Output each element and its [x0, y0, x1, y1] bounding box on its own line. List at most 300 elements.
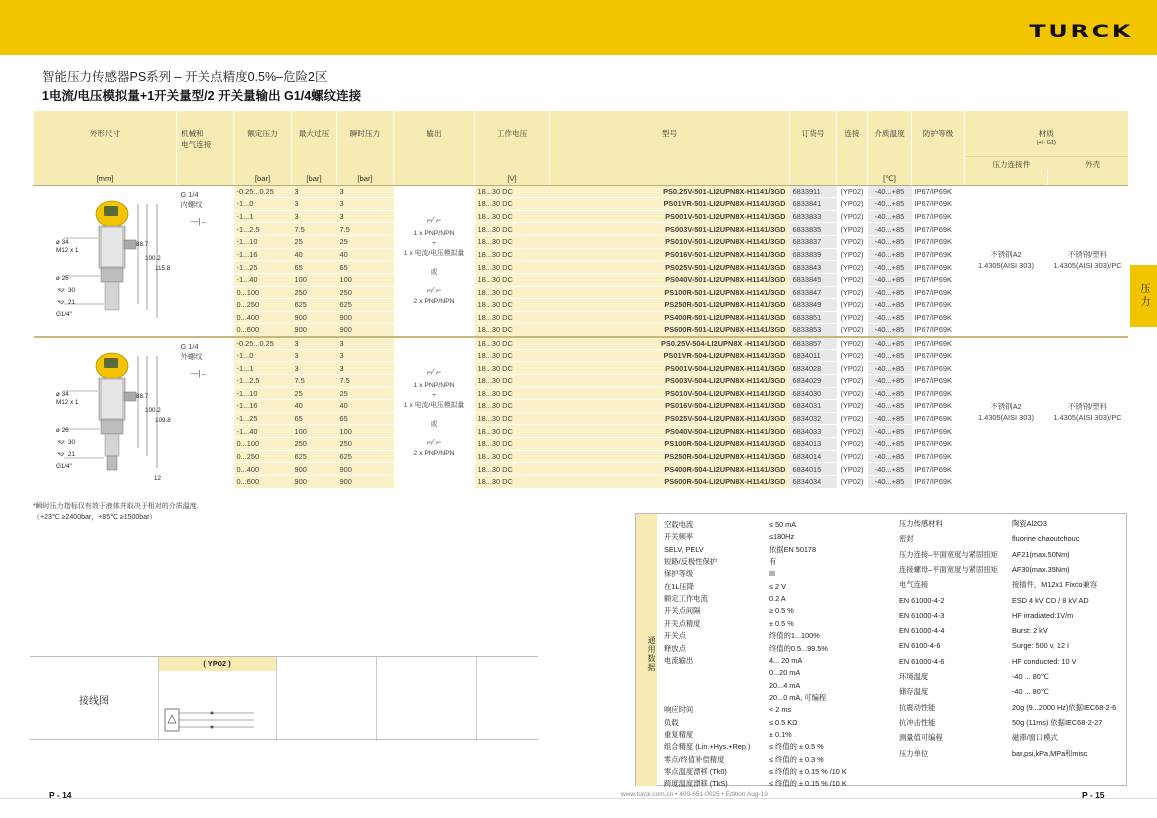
max-overload: 625 — [292, 450, 337, 463]
dim-diameter-34: ø 34 — [55, 390, 69, 398]
connection-code: (YP02) — [837, 299, 868, 312]
burst-pressure: 900 — [337, 463, 394, 476]
medium-temperature: -40...+85 — [868, 210, 912, 223]
rated-pressure: 0...250 — [234, 450, 292, 463]
protection-rating: IP67/IP69K — [912, 273, 965, 286]
order-number: 6833835 — [790, 223, 837, 236]
header-temp: 介质温度 — [868, 111, 912, 170]
spec-value: ≤ 0.5 KΩ — [769, 717, 798, 727]
medium-temperature: -40...+85 — [868, 374, 912, 387]
order-number: 6833841 — [790, 198, 837, 211]
order-number: 6834011 — [790, 349, 837, 362]
spec-value: HF irradiated:1V/m — [1012, 610, 1074, 620]
supply-voltage: 18...30 DC — [475, 198, 550, 211]
supply-voltage: 18...30 DC — [475, 362, 550, 375]
protection-rating: IP67/IP69K — [912, 387, 965, 400]
order-number: 6834028 — [790, 362, 837, 375]
order-number: 6833857 — [790, 337, 837, 350]
medium-temperature: -40...+85 — [868, 223, 912, 236]
spec-label: 负载 — [664, 717, 679, 727]
unit-range: [bar] — [234, 170, 292, 185]
protection-rating: IP67/IP69K — [912, 198, 965, 211]
output-line: 2 x PNP/NPN — [413, 298, 455, 306]
header-prot: 防护等级 — [912, 111, 965, 170]
medium-temperature: -40...+85 — [868, 450, 912, 463]
rated-pressure: 0...600 — [234, 475, 292, 488]
model-type: PS400R-504-LI2UPN8X-H1141/3GD — [550, 463, 790, 476]
order-number: 6834033 — [790, 425, 837, 438]
wiring-code: ( YP02 ) — [158, 657, 276, 671]
spec-value: 依据EN 50178 — [769, 544, 817, 554]
switch-symbol-icon: ⌐∕ ⌐ — [426, 214, 442, 225]
medium-temperature: -40...+85 — [868, 387, 912, 400]
model-type: PS040V-501-LI2UPN8X-H1141/3GD — [550, 273, 790, 286]
order-number: 6834032 — [790, 412, 837, 425]
supply-voltage: 18...30 DC — [475, 475, 550, 488]
switch-symbol-icon: ⌐∕ ⌐ — [426, 436, 442, 447]
page-subtitle: 1电流/电压模拟量+1开关量型/2 开关量输出 G1/4螺纹连接 — [42, 89, 362, 103]
sensor-drawing-cell — [34, 337, 177, 489]
protection-rating: IP67/IP69K — [912, 311, 965, 324]
max-overload: 100 — [292, 273, 337, 286]
protection-rating: IP67/IP69K — [912, 374, 965, 387]
supply-voltage: 18...30 DC — [475, 185, 550, 198]
section-side-tab: 压力 — [1130, 265, 1157, 327]
spec-label: 电流输出 — [664, 655, 694, 665]
material-note: (+/- G1) — [1036, 140, 1056, 147]
medium-temperature: -40...+85 — [868, 261, 912, 274]
sensor-drawing-cell — [34, 185, 177, 337]
max-overload: 65 — [292, 261, 337, 274]
supply-voltage: 18...30 DC — [475, 248, 550, 261]
product-table — [33, 111, 1128, 489]
protection-rating: IP67/IP69K — [912, 210, 965, 223]
protection-rating: IP67/IP69K — [912, 324, 965, 337]
wrench-icon — [58, 289, 64, 304]
unit-dims: [mm] — [34, 170, 177, 185]
medium-temperature: -40...+85 — [868, 400, 912, 413]
order-number: 6834031 — [790, 400, 837, 413]
burst-pressure: 625 — [337, 299, 394, 312]
rated-pressure: -1...25 — [234, 261, 292, 274]
spec-value: ≥ 0.5 % — [769, 606, 794, 616]
order-number: 6833911 — [790, 185, 837, 198]
model-type: PS100R-501-LI2UPN8X-H1141/3GD — [550, 286, 790, 299]
medium-temperature: -40...+85 — [868, 236, 912, 249]
spec-label: 空载电流 — [664, 520, 694, 529]
dim-thread-m12: M12 x 1 — [55, 398, 78, 406]
burst-pressure: 100 — [337, 425, 394, 438]
spec-value: 0...20 mA — [769, 668, 801, 678]
max-overload: 7.5 — [292, 223, 337, 236]
rated-pressure: -1...0 — [234, 198, 292, 211]
mech-conn-cell — [177, 185, 234, 337]
wiring-schematic-icon — [164, 701, 272, 737]
connection-code: (YP02) — [837, 210, 868, 223]
medium-temperature: -40...+85 — [868, 475, 912, 488]
spec-value: ≤ 终值的 ± 0.15 % /10 K — [769, 767, 847, 776]
model-type: PS001V-501-LI2UPN8X-H1141/3GD — [550, 210, 790, 223]
header-type: 型号 — [550, 111, 790, 170]
material-housing-cell — [1048, 337, 1128, 489]
connection-code: (YP02) — [837, 261, 868, 274]
spec-label: EN 6100-4-6 — [899, 641, 941, 651]
spec-value: ≤ 终值的 ± 0.3 % — [769, 754, 824, 764]
header-material — [965, 111, 1128, 170]
model-type: PS0.25V-504-LI2UPN8X -H1141/3GD — [550, 337, 790, 350]
order-number: 6833851 — [790, 311, 837, 324]
turck-logo: TURCK — [1029, 22, 1133, 42]
burst-pressure: 65 — [337, 412, 394, 425]
footnote-line-2: （+23℃ ≥2400bar，+85℃ ≥1500bar） — [33, 514, 157, 522]
medium-temperature: -40...+85 — [868, 248, 912, 261]
protection-rating: IP67/IP69K — [912, 261, 965, 274]
supply-voltage: 18...30 DC — [475, 349, 550, 362]
rated-pressure: -1...10 — [234, 236, 292, 249]
table-row — [34, 337, 1128, 350]
spec-label: 组合精度 (Lin.+Hys.+Rep.) — [664, 742, 751, 752]
output-line: 2 x PNP/NPN — [413, 450, 455, 458]
page-number-left: P - 14 — [49, 790, 72, 800]
spec-label: EN 61000-4-3 — [899, 610, 945, 620]
supply-voltage: 18...30 DC — [475, 324, 550, 337]
model-type: PS025V-501-LI2UPN8X-H1141/3GD — [550, 261, 790, 274]
model-type: PS010V-501-LI2UPN8X-H1141/3GD — [550, 236, 790, 249]
supply-voltage: 18...30 DC — [475, 387, 550, 400]
order-number: 6834015 — [790, 463, 837, 476]
burst-pressure: 25 — [337, 236, 394, 249]
burst-pressure: 3 — [337, 185, 394, 198]
order-number: 6833843 — [790, 261, 837, 274]
mech-conn-label: G 1/4 内螺纹 — [180, 189, 203, 209]
supply-voltage: 18...30 DC — [475, 311, 550, 324]
model-type: PS0.25V-501-LI2UPN8X-H1141/3GD — [550, 185, 790, 198]
max-overload: 40 — [292, 400, 337, 413]
connection-code: (YP02) — [837, 185, 868, 198]
dim-diameter-26: ø 26 — [55, 274, 69, 282]
protection-rating: IP67/IP69K — [912, 475, 965, 488]
thread-symbol-icon: —|← — [190, 369, 209, 379]
unit-voltage: [V] — [475, 170, 550, 185]
spec-label: 开关点精度 — [664, 618, 701, 628]
dim-thread-length-12: 12 — [153, 474, 161, 482]
medium-temperature: -40...+85 — [868, 349, 912, 362]
spec-value: 20g (9...2000 Hz)依据IEC68-2-6 — [1012, 702, 1117, 712]
spec-value: III — [769, 569, 776, 579]
burst-pressure: 40 — [337, 248, 394, 261]
rated-pressure: -1...25 — [234, 412, 292, 425]
dim-height-total: 115.8 — [154, 264, 170, 272]
header-conn: 连接 — [837, 111, 868, 170]
spec-value: ± 0.1% — [769, 729, 792, 739]
rated-pressure: 0...250 — [234, 299, 292, 312]
burst-pressure: 625 — [337, 450, 394, 463]
spec-value: 终值的1...100% — [769, 631, 820, 641]
footnote-line-1: *瞬时压力指标仅有效于液体并取决于相对的介质温度. — [33, 503, 199, 510]
burst-pressure: 7.5 — [337, 223, 394, 236]
medium-temperature: -40...+85 — [868, 311, 912, 324]
wiring-diagram-section — [30, 656, 538, 740]
output-line: 1 x 电流/电压模拟量 — [403, 250, 465, 258]
rated-pressure: 0...600 — [234, 324, 292, 337]
burst-pressure: 900 — [337, 475, 394, 488]
rated-pressure: -1...1 — [234, 210, 292, 223]
spec-label: 在1L压降 — [664, 581, 695, 591]
spec-label: 电气连接 — [899, 580, 929, 590]
thread-symbol-icon: —|← — [190, 217, 209, 227]
connection-code: (YP02) — [837, 475, 868, 488]
max-overload: 3 — [292, 210, 337, 223]
model-type: PS250R-504-LI2UPN8X-H1141/3GD — [550, 450, 790, 463]
material-label: 材质 — [1038, 129, 1054, 138]
medium-temperature: -40...+85 — [868, 463, 912, 476]
rated-pressure: -1...10 — [234, 387, 292, 400]
specs-side-label: 通用数据 — [636, 514, 657, 786]
supply-voltage: 18...30 DC — [475, 299, 550, 312]
connection-code: (YP02) — [837, 236, 868, 249]
spec-value: 50g (11ms) 依据IEC68-2-27 — [1012, 717, 1103, 727]
page-number-right: P - 15 — [1082, 790, 1105, 800]
rated-pressure: 0...400 — [234, 311, 292, 324]
max-overload: 900 — [292, 311, 337, 324]
model-type: PS100R-504-LI2UPN8X-H1141/3GD — [550, 438, 790, 451]
max-overload: 900 — [292, 475, 337, 488]
max-overload: 7.5 — [292, 374, 337, 387]
supply-voltage: 18...30 DC — [475, 425, 550, 438]
spec-value: 20...0 mA, 可编程 — [769, 692, 827, 702]
rated-pressure: -1...2.5 — [234, 223, 292, 236]
max-overload: 900 — [292, 463, 337, 476]
header-dims: 外形尺寸 — [34, 111, 177, 170]
spec-label: 压力单位 — [899, 748, 929, 758]
model-type: PS010V-504-LI2UPN8X-H1141/3GD — [550, 387, 790, 400]
protection-rating: IP67/IP69K — [912, 337, 965, 350]
spec-value: AF30(max.35Nm) — [1012, 564, 1070, 574]
rated-pressure: 0...100 — [234, 286, 292, 299]
spec-label: EN 61000-4-2 — [899, 595, 945, 605]
spec-label: 压力连接–平面宽度与紧固扭矩 — [899, 549, 998, 559]
rated-pressure: -0.25...0.25 — [234, 185, 292, 198]
spec-label: 储存温度 — [899, 687, 929, 697]
connection-code: (YP02) — [837, 450, 868, 463]
protection-rating: IP67/IP69K — [912, 412, 965, 425]
spec-value: 终值的0.5...99.5% — [769, 643, 828, 653]
order-number: 6834014 — [790, 450, 837, 463]
supply-voltage: 18...30 DC — [475, 273, 550, 286]
rated-pressure: -1...16 — [234, 248, 292, 261]
max-overload: 3 — [292, 362, 337, 375]
order-number: 6834030 — [790, 387, 837, 400]
spec-value: Burst: 2 kV — [1012, 626, 1048, 636]
unit-burst: [bar] — [337, 170, 394, 185]
spec-label: 测量值可编程 — [899, 733, 943, 743]
spec-value: 磁滞/窗口模式 — [1012, 733, 1058, 743]
max-overload: 3 — [292, 349, 337, 362]
dim-wrench-21: 21 — [67, 298, 75, 306]
header-range: 额定压力 — [234, 111, 292, 170]
spec-label: 压力传感材料 — [899, 519, 943, 528]
material-housing: 不锈钢/塑料 1.4305(AISI 303)/PC — [1053, 401, 1122, 422]
dim-diameter-26: ø 26 — [55, 426, 69, 434]
burst-pressure: 7.5 — [337, 374, 394, 387]
dim-diameter-34: ø 34 — [55, 238, 69, 246]
sensor-dimension-drawing — [34, 186, 177, 334]
output-line: + — [432, 392, 436, 400]
spec-label: 保护等级 — [664, 569, 694, 579]
connection-code: (YP02) — [837, 362, 868, 375]
connection-code: (YP02) — [837, 273, 868, 286]
burst-pressure: 40 — [337, 400, 394, 413]
model-type: PS040V-504-LI2UPN8X-H1141/3GD — [550, 425, 790, 438]
connection-code: (YP02) — [837, 198, 868, 211]
max-overload: 65 — [292, 412, 337, 425]
mech-conn-cell — [177, 337, 234, 489]
output-line: 或 — [430, 420, 438, 428]
rated-pressure: -1...16 — [234, 400, 292, 413]
spec-value: 20...4 mA — [769, 680, 801, 690]
model-type: PS003V-504-LI2UPN8X-H1141/3GD — [550, 374, 790, 387]
medium-temperature: -40...+85 — [868, 286, 912, 299]
spec-label: 释放点 — [664, 643, 686, 653]
general-specs-panel — [635, 513, 1127, 789]
rated-pressure: -1...40 — [234, 273, 292, 286]
medium-temperature: -40...+85 — [868, 438, 912, 451]
connection-code: (YP02) — [837, 286, 868, 299]
spec-label: EN 61000-4-6 — [899, 656, 945, 666]
max-overload: 3 — [292, 185, 337, 198]
header-mech — [177, 111, 234, 170]
spec-value: 有 — [769, 557, 777, 567]
material-conn: 不锈钢A2 1.4305(AISI 303) — [978, 401, 1034, 422]
burst-pressure: 100 — [337, 273, 394, 286]
connection-code: (YP02) — [837, 337, 868, 350]
switch-symbol-icon: ⌐∕ ⌐ — [426, 284, 442, 295]
model-type: PS001V-504-LI2UPN8X-H1141/3GD — [550, 362, 790, 375]
model-type: PS01VR-501-LI2UPN8X-H1141/3GD — [550, 198, 790, 211]
max-overload: 3 — [292, 198, 337, 211]
medium-temperature: -40...+85 — [868, 198, 912, 211]
rated-pressure: -1...0 — [234, 349, 292, 362]
supply-voltage: 18...30 DC — [475, 286, 550, 299]
rated-pressure: -1...40 — [234, 425, 292, 438]
model-type: PS01VR-504-LI2UPN8X-H1141/3GD — [550, 349, 790, 362]
supply-voltage: 18...30 DC — [475, 450, 550, 463]
material-conn-cell — [965, 337, 1048, 489]
header-mat-conn: 压力连接件 — [992, 159, 1031, 169]
table-row — [34, 185, 1128, 198]
spec-value: 接插件，M12x1 Fixco兼容 — [1012, 580, 1098, 590]
spec-value: < 2 ms — [769, 705, 792, 715]
connection-code: (YP02) — [837, 374, 868, 387]
order-number: 6833849 — [790, 299, 837, 312]
spec-label: 重复精度 — [664, 729, 694, 739]
burst-pressure: 3 — [337, 337, 394, 350]
unit-temp: [℃] — [868, 170, 912, 185]
order-number: 6833847 — [790, 286, 837, 299]
spec-value: ± 0.5 % — [769, 618, 794, 628]
output-line: 1 x PNP/NPN — [413, 382, 455, 390]
max-overload: 250 — [292, 286, 337, 299]
spec-label: 开关点 — [664, 631, 686, 641]
spec-label: 密封 — [899, 534, 914, 544]
model-type: PS025V-504-LI2UPN8X-H1141/3GD — [550, 412, 790, 425]
order-number: 6833839 — [790, 248, 837, 261]
protection-rating: IP67/IP69K — [912, 463, 965, 476]
medium-temperature: -40...+85 — [868, 299, 912, 312]
spec-label: 连接螺母–平面宽度与紧固扭矩 — [899, 564, 998, 574]
model-type: PS250R-501-LI2UPN8X-H1141/3GD — [550, 299, 790, 312]
output-line: + — [432, 240, 436, 248]
medium-temperature: -40...+85 — [868, 324, 912, 337]
dim-height-100-2: 100.2 — [144, 406, 161, 414]
header-mat-housing: 外壳 — [1084, 159, 1101, 169]
medium-temperature: -40...+85 — [868, 273, 912, 286]
rated-pressure: -1...2.5 — [234, 374, 292, 387]
spec-value: bar,psi,kPa,MPa和misc — [1012, 748, 1088, 758]
header-burst: 瞬时压力 — [337, 111, 394, 170]
connection-code: (YP02) — [837, 223, 868, 236]
spec-value: ≤ 终值的 ± 0.5 % — [769, 742, 824, 752]
brand-header-bar — [0, 0, 1157, 55]
wiring-label: 接线图 — [79, 695, 109, 707]
rated-pressure: 0...100 — [234, 438, 292, 451]
medium-temperature: -40...+85 — [868, 425, 912, 438]
dim-wrench-21: 21 — [67, 450, 75, 458]
spec-label: 额定工作电流 — [664, 594, 708, 604]
material-conn: 不锈钢A2 1.4305(AISI 303) — [978, 249, 1034, 270]
protection-rating: IP67/IP69K — [912, 349, 965, 362]
order-number: 6833833 — [790, 210, 837, 223]
supply-voltage: 18...30 DC — [475, 374, 550, 387]
mech-conn-label: G 1/4 外螺纹 — [180, 341, 203, 361]
rated-pressure: 0...400 — [234, 463, 292, 476]
spec-value: AF21(max.50Nm) — [1012, 549, 1070, 559]
protection-rating: IP67/IP69K — [912, 450, 965, 463]
dim-height-88-7: 88.7 — [135, 392, 148, 400]
rated-pressure: -1...1 — [234, 362, 292, 375]
protection-rating: IP67/IP69K — [912, 425, 965, 438]
model-type: PS016V-504-LI2UPN8X-H1141/3GD — [550, 400, 790, 413]
dim-height-88-7: 88.7 — [135, 240, 148, 248]
spec-value: 陶瓷Al2O3 — [1012, 519, 1047, 528]
order-number: 6834029 — [790, 374, 837, 387]
spec-label: SELV, PELV — [664, 544, 704, 554]
spec-label: 抗震动性能 — [899, 702, 936, 712]
supply-voltage: 18...30 DC — [475, 337, 550, 350]
supply-voltage: 18...30 DC — [475, 412, 550, 425]
burst-pressure: 3 — [337, 349, 394, 362]
model-type: PS600R-504-LI2UPN8X-H1141/3GD — [550, 475, 790, 488]
header-output: 输出 — [394, 111, 475, 170]
dim-thread-m12: M12 x 1 — [55, 246, 78, 254]
protection-rating: IP67/IP69K — [912, 236, 965, 249]
spec-label: 短路/反极性保护 — [664, 557, 718, 567]
medium-temperature: -40...+85 — [868, 185, 912, 198]
material-conn-cell — [965, 185, 1048, 337]
burst-pressure: 900 — [337, 311, 394, 324]
burst-pressure: 250 — [337, 286, 394, 299]
spec-value: -40 ... 80℃ — [1012, 687, 1049, 697]
dim-wrench-30: 30 — [67, 286, 75, 294]
connection-code: (YP02) — [837, 349, 868, 362]
spec-label: 零点/终值补偿精度 — [664, 754, 725, 764]
supply-voltage: 18...30 DC — [475, 210, 550, 223]
burst-pressure: 65 — [337, 261, 394, 274]
supply-voltage: 18...30 DC — [475, 261, 550, 274]
burst-pressure: 3 — [337, 198, 394, 211]
dim-thread-g14: G1/4" — [55, 462, 72, 470]
protection-rating: IP67/IP69K — [912, 299, 965, 312]
